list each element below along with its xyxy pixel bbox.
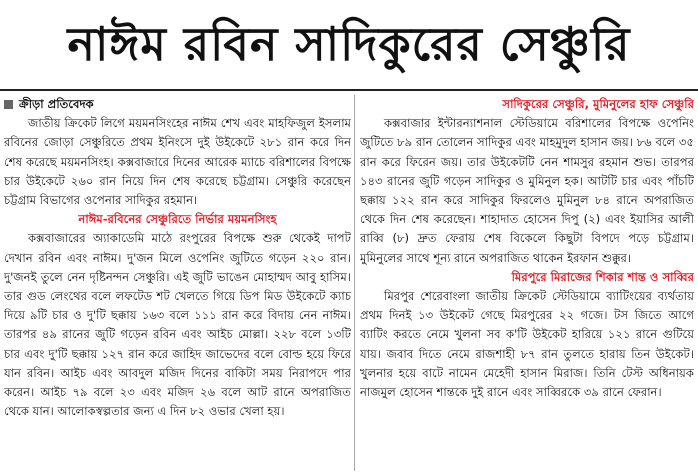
right-subhead-1: সাদিকুরের সেঞ্চুরি, মুমিনুলের হাফ সেঞ্চুরি	[502, 97, 694, 111]
left-body-paragraph: কক্সবাজারের অ্যাকাডেমি মাঠে রংপুরের বিপক্ষে শুরু থেকেই দাপট দেখান রবিন এবং নাঈম। দু'জন মিলে ওপেনিং জুটিতে গড়েন ২২০ রান। দু'জনই তুলে নেন দৃষ্টিনন্দন সেঞ্চুরি। এই জুটি ভাঙেন মোহাম্মদ আবু হাসিম। তার গুড লেংথের বলে লফটেড শট খেলতে গিয়ে ডিপ মিড উইকেটে ক্যাচ দিয়ে ৯টি চার ও দু'টি ছক্কায় ১৬৩ বলে ১১১ রান করে বিদায় নেন নাঈম। তারপর ৪৯ রানের জুটি গড়েন রবিন এবং আইচ মোল্লা। ২২৮ বলে ১৩টি চার এবং দু'টি ছক্কায় ১২৭ রান করে জাহিদ জাভেদের বলে বোল্ড হয়ে ফিরে যান রবিন। আইচ এবং আবদুল মজিদ দিনের বাকিটা সময় নিরাপদে পার করেন। আইচ ৭৯ বলে ২৩ এবং মজিদ ২৬ বলে আট রানে অপরাজিত থেকে যান। আলোকস্বল্পতার জন্য এ দিন ৮২ ওভার খেলা হয়।	[4, 231, 351, 419]
headline: নাঈম রবিন সাদিকুরের সেঞ্চুরি	[67, 17, 631, 71]
left-column	[4, 95, 351, 471]
right-subhead-2: মিরপুরে মিরাজের শিকার শান্ত ও সাব্বির	[511, 269, 694, 284]
right-column	[360, 95, 694, 471]
intro-paragraph: জাতীয় ক্রিকেট লিগে ময়মনসিংহের নাঈম শেখ এবং মাহফিজুল ইসলাম রবিনের জোড়া সেঞ্চুরিতে প্রথম ইনিংসে দুই উইকেটে ২৮১ রান করে দিন শেষ করেছে ময়মনসিংহ। কক্সবাজারে দিনের আরেক ম্যাচে বরিশালের বিপক্ষে চার উইকেটে ২৬০ রান নিয়ে দিন শেষ করেছে চট্টগ্রাম। সেঞ্চুরি করেছেন চট্টগ্রাম বিভাগের ওপেনার সাদিকুর রহমান।	[4, 116, 351, 208]
column-divider	[354, 95, 355, 471]
right-body-paragraph-2: মিরপুর শেরেবাংলা জাতীয় ক্রিকেট স্টেডিয়ামে ব্যাটিংয়ের ব্যর্থতায় প্রথম দিনই ১৩ উইকেট গেছে মিরপুরের ২২ গজে। টস জিতে আগে ব্যাটিং করতে নেমে খুলনা সব ক'টি উইকেট হারিয়ে ১২১ রানে গুটিয়ে যায়। জবাব দিতে নেমে রাজশাহী ৮৭ রান তুলতে হারায় তিন উইকেট। খুলনার হয়ে বাটে নামেন মেহেদী হাসান মিরাজ। তিনি টেস্ট অধিনায়ক নাজমুল হোসেন শান্তকে দুই রানে এবং সাব্বিরকে ৩৯ রানে ফেরান।	[360, 289, 694, 400]
byline-bullet-icon	[4, 100, 13, 109]
byline-text: ক্রীড়া প্রতিবেদক	[19, 97, 94, 111]
right-body-paragraph-1: কক্সবাজার ইন্টারন্যাশনাল স্টেডিয়ামে বরিশালের বিপক্ষে ওপেনিং জুটিতে ৮৯ রান তোলেন সাদিকুর এবং মাহমুদুল হাসান জয়। ৮৬ বলে ৩৫ রান করে ফিরেন জয়। তার উইকেটটি নেন শামসুর রহমান শুভ। তারপর ১৪৩ রানের জুটি গড়েন সাদিকুর ও মুমিনুল হক। আটটি চার এবং পাঁচটি ছক্কায় ১২২ রান করে সাদিকুর ফিরলেও মুমিনুল ৮৪ রানে অপরাজিত থেকে দিন শেষ করেছেন। শাহাদাত হোসেন দিপু (২) এবং ইয়াসির আলী রাব্বি (৮) দ্রুত ফেরায় শেষ বিকেলে কিছুটা বিপদে পড়ে চট্টগ্রাম। মুমিনুলের সাথে শূন্য রানে অপরাজিত থাকেন ইরফান শুক্কুর।	[360, 116, 694, 265]
left-subhead: নাঈম-রবিনের সেঞ্চুরিতে নির্ভার ময়মনসিংহ	[78, 212, 277, 227]
headline-rule	[0, 89, 698, 91]
byline	[4, 95, 351, 114]
